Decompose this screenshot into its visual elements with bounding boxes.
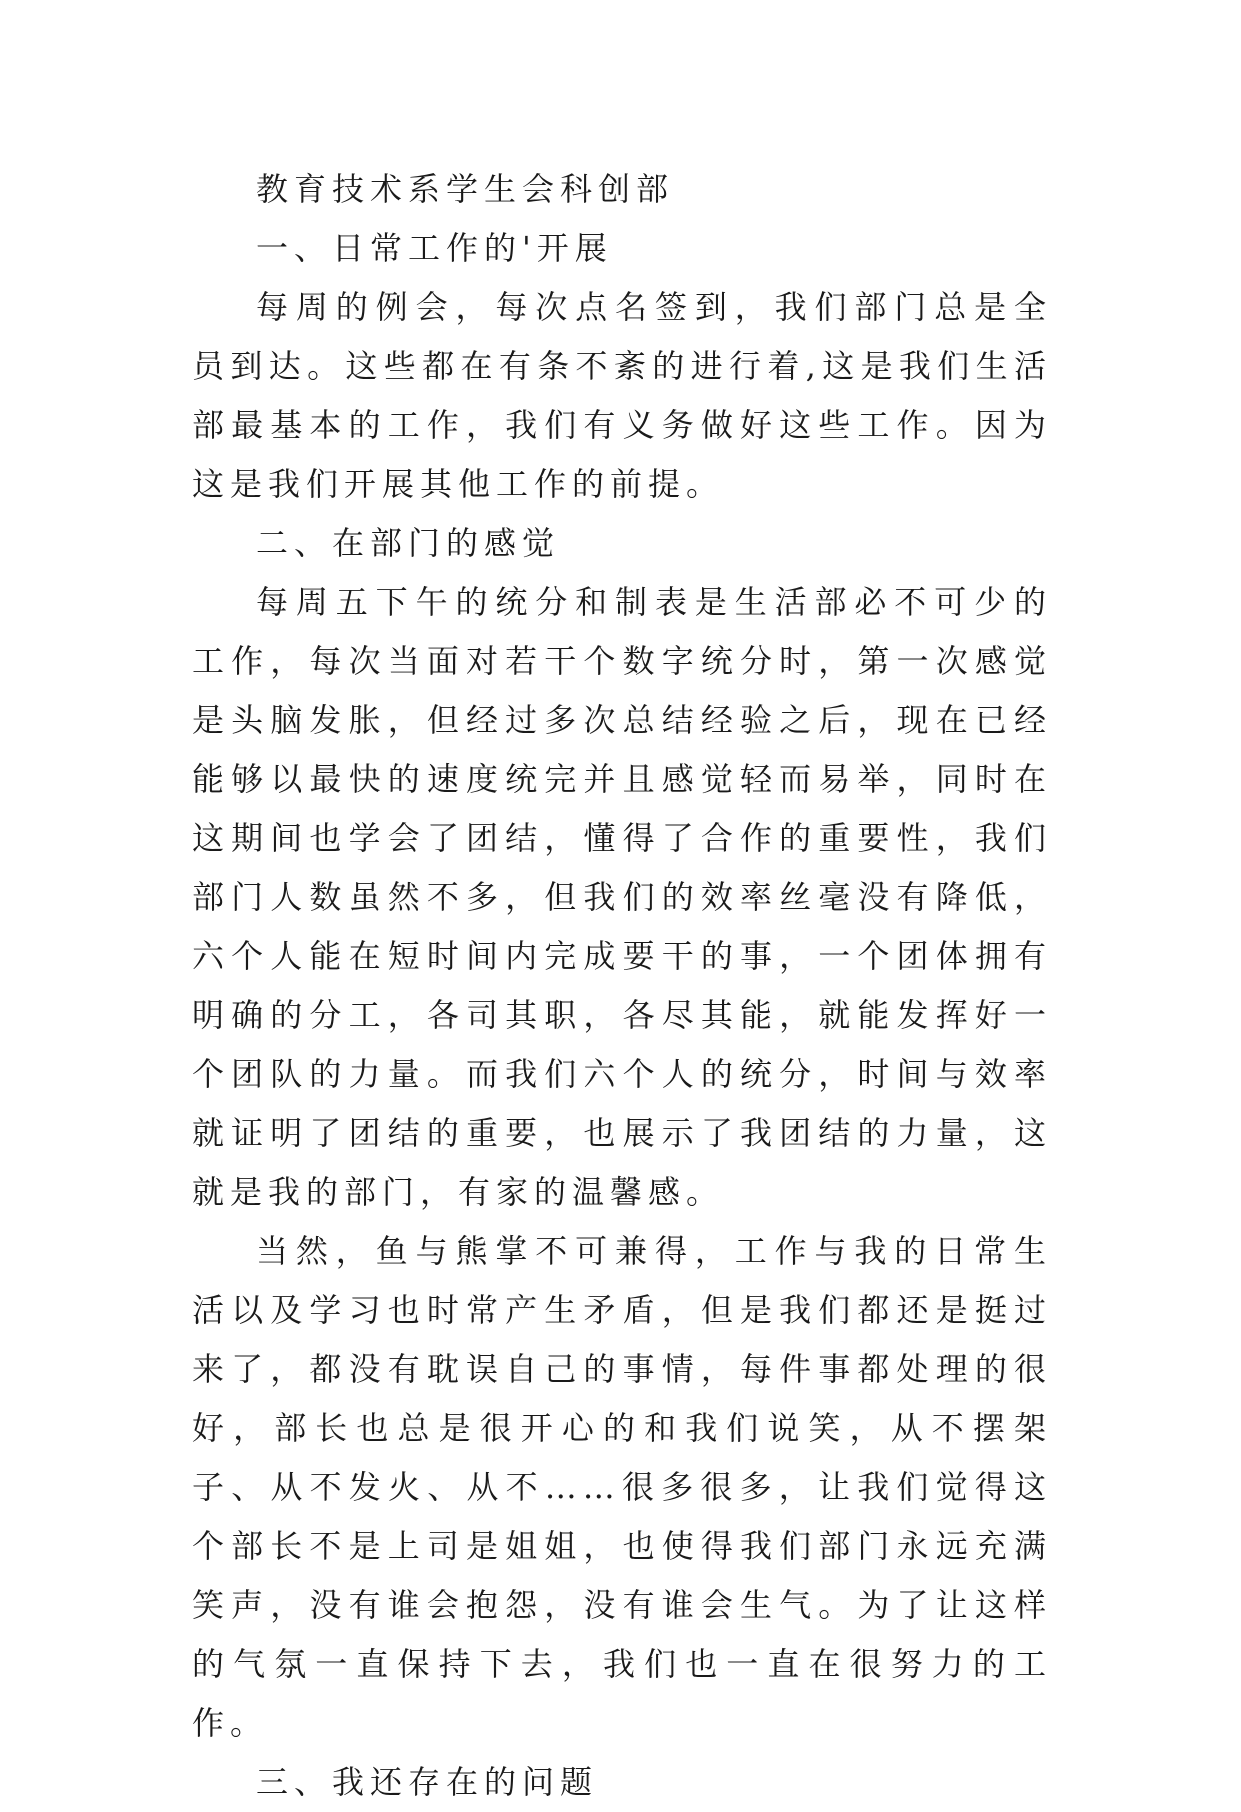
section-2-paragraph-2: 当然，鱼与熊掌不可兼得，工作与我的日常生活以及学习也时常产生矛盾，但是我们都还是挺过来了，都没有耽误自己的事情，每件事都处理的很好，部长也总是很开心的和我们说笑，从不摆架子、从不发火、从不……很多很多，让我们觉得这个部长不是上司是姐姐，也使得我们部门永远充满笑声，没有谁会抱怨，没有谁会生气。为了让这样的气氛一直保持下去，我们也一直在很努力的工作。 xyxy=(192,1232,1052,1742)
section-heading-2: 二、在部门的感觉 xyxy=(256,524,561,562)
section-heading-3: 三、我还存在的问题 xyxy=(256,1763,599,1801)
section-heading-1: 一、日常工作的'开展 xyxy=(256,229,613,267)
section-2-paragraph-1: 每周五下午的统分和制表是生活部必不可少的工作，每次当面对若干个数字统分时，第一次感觉是头脑发胀，但经过多次总结经验之后，现在已经能够以最快的速度统完并且感觉轻而易举，同时在这期间也学会了团结，懂得了合作的重要性，我们部门人数虽然不多，但我们的效率丝毫没有降低，六个人能在短时间内完成要干的事，一个团体拥有明确的分工，各司其职，各尽其能，就能发挥好一个团队的力量。而我们六个人的统分，时间与效率就证明了团结的重要，也展示了我团结的力量，这就是我的部门，有家的温馨感。 xyxy=(192,583,1052,1211)
section-1-paragraph-1: 每周的例会，每次点名签到，我们部门总是全员到达。这些都在有条不紊的进行着,这是我们生活部最基本的工作，我们有义务做好这些工作。因为这是我们开展其他工作的前提。 xyxy=(192,288,1052,503)
document-title: 教育技术系学生会科创部 xyxy=(256,170,675,208)
document-body xyxy=(192,160,1052,1812)
